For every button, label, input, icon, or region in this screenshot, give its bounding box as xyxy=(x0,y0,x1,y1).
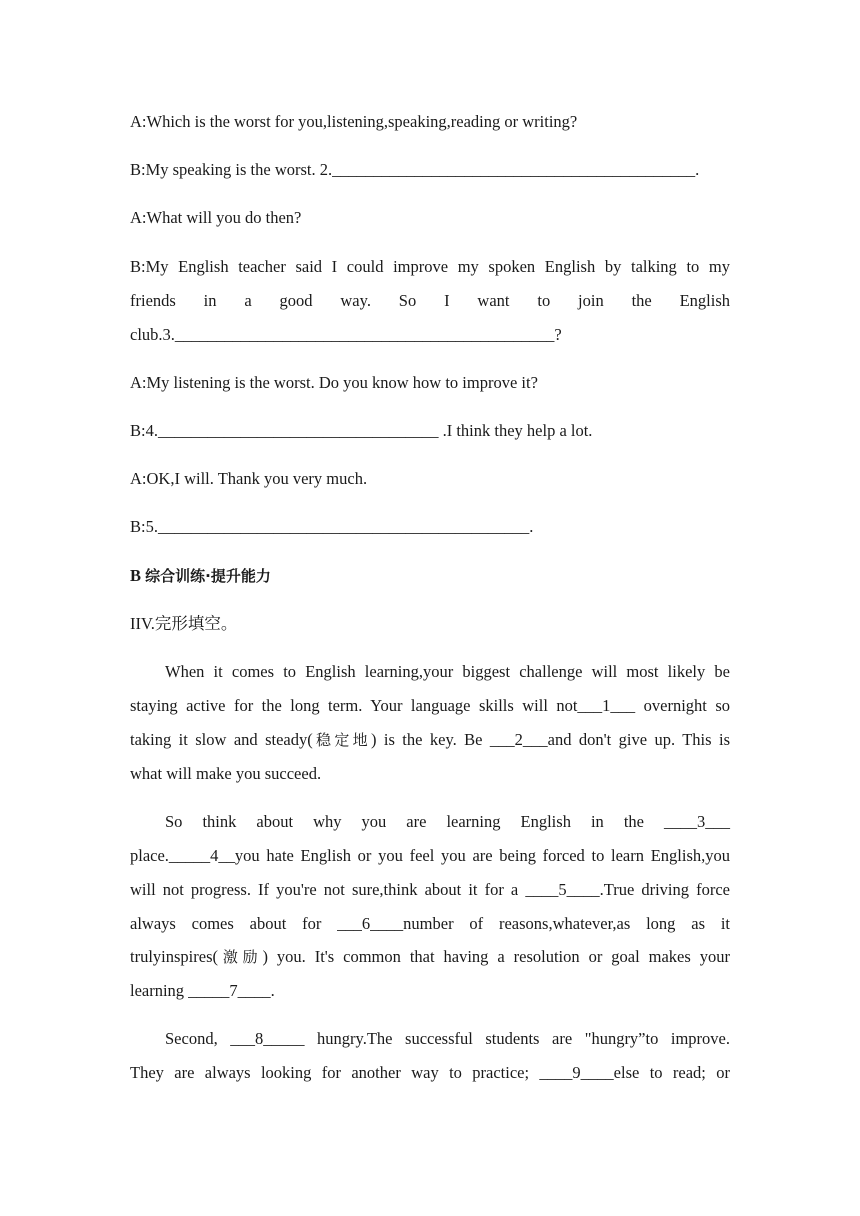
passage-p2-line-6: learning _____7____. xyxy=(130,981,275,1000)
p2-l5-start: trulyinspires( xyxy=(130,947,218,966)
passage-p2-line-3: will not progress. If you're not sure,think about it for a ____5____.True driving force xyxy=(130,880,730,899)
dialogue-line-6: B:4.__________________________________ .I think they help a lot. xyxy=(130,421,593,440)
p1-l3-end: ) is the key. Be ___2___and don't give up. This is xyxy=(370,730,730,749)
passage-p2-line-1: So think about why you are learning English in the ____3___ xyxy=(165,812,730,831)
dialogue-line-4a: B:My English teacher said I could improve my spoken English by talking to my xyxy=(130,257,730,276)
passage-p3-line-1: Second, ___8_____ hungry.The successful students are "hungry”to improve. xyxy=(165,1029,730,1048)
passage-p2-line-4: always comes about for ___6____number of reasons,whatever,as long as it xyxy=(130,914,730,933)
passage-p3-line-2: They are always looking for another way to practice; ____9____else to read; or xyxy=(130,1063,730,1082)
dialogue-line-5: A:My listening is the worst. Do you know how to improve it? xyxy=(130,373,538,392)
passage-p1-line-1: When it comes to English learning,your biggest challenge will most likely be xyxy=(165,662,730,681)
dialogue-line-7: A:OK,I will. Thank you very much. xyxy=(130,469,368,488)
p2-l5-end: ) you. It's common that having a resolution or goal makes your xyxy=(262,947,730,966)
dialogue-line-1: A:Which is the worst for you,listening,speaking,reading or writing? xyxy=(130,112,578,131)
section-b-letter: B xyxy=(130,566,146,585)
dialogue-line-2: B:My speaking is the worst. 2.____________________________________________. xyxy=(130,160,700,179)
passage-p2-line-5 xyxy=(130,947,730,967)
section-b-heading xyxy=(130,566,271,586)
passage-p1-line-4: what will make you succeed. xyxy=(130,764,322,783)
passage-p2-line-2: place._____4__you hate English or you feel you are being forced to learn English,you xyxy=(130,846,730,865)
dialogue-line-3: A:What will you do then? xyxy=(130,208,302,227)
part-label xyxy=(130,614,237,634)
p2-l5-gloss: 激励 xyxy=(218,948,263,966)
passage-p1-line-2: staying active for the long term. Your language skills will not___1___ overnight so xyxy=(130,696,730,715)
p1-l3-start: taking it slow and steady( xyxy=(130,730,313,749)
dialogue-line-8: B:5._____________________________________________. xyxy=(130,517,534,536)
dialogue-line-4b: friends in a good way. So I want to join the English xyxy=(130,291,730,310)
part-label-text: IIV.完形填空。 xyxy=(130,614,238,633)
dialogue-line-4c: club.3.______________________________________________? xyxy=(130,325,562,344)
p1-l3-gloss: 稳定地 xyxy=(312,731,371,749)
section-b-title: 综合训练·提升能力 xyxy=(145,567,271,585)
passage-p1-line-3 xyxy=(130,730,730,750)
